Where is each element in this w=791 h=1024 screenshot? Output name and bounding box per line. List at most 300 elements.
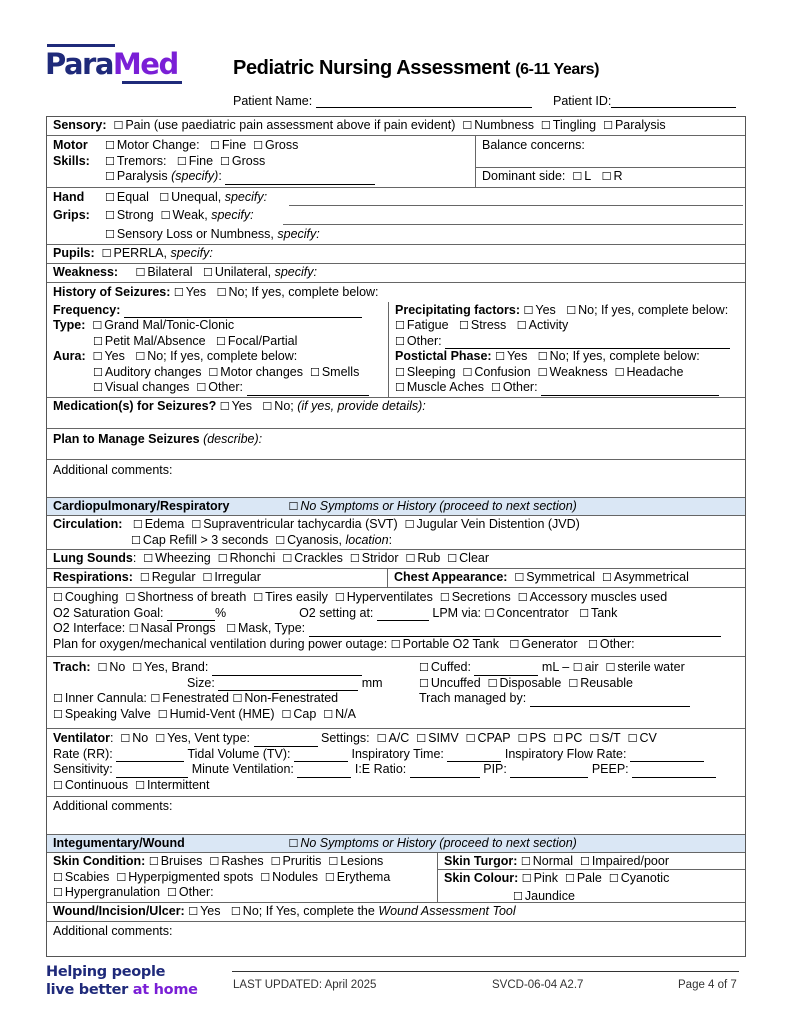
checkbox-icon[interactable]: ☐	[230, 905, 241, 918]
motor-label: Motor	[53, 138, 88, 152]
tremors-gross-checkbox[interactable]	[220, 154, 265, 170]
integ-comments-row[interactable]	[47, 922, 745, 956]
checkbox-icon[interactable]: ☐	[601, 170, 612, 183]
fenestrated-checkbox[interactable]	[150, 691, 229, 705]
checkbox-icon[interactable]: ☐	[275, 533, 286, 547]
details-label: (if yes, provide details):	[297, 399, 426, 413]
rhonchi-checkbox[interactable]	[218, 551, 276, 565]
seizure-comments-row[interactable]	[47, 460, 745, 498]
hypergranulation-checkbox[interactable]	[53, 885, 160, 899]
stridor-checkbox[interactable]	[350, 551, 399, 565]
sensory-loss-checkbox[interactable]	[47, 226, 745, 244]
checkbox-icon[interactable]: ☐	[216, 334, 226, 348]
strong-checkbox[interactable]	[105, 208, 154, 225]
checkbox-icon[interactable]: ☐	[148, 855, 159, 868]
checkbox-icon[interactable]: ☐	[484, 606, 495, 620]
tires-checkbox[interactable]	[253, 590, 328, 604]
uncuffed-label: Uncuffed	[430, 675, 481, 690]
jvd-checkbox[interactable]	[405, 517, 580, 531]
checkbox-icon[interactable]: ☐	[395, 365, 405, 379]
power-other-checkbox[interactable]	[588, 637, 635, 651]
checkbox-icon[interactable]: ☐	[253, 139, 264, 152]
cap-label: Cap	[293, 706, 317, 721]
checkbox-icon[interactable]: ☐	[614, 365, 625, 379]
checkbox-icon[interactable]: ☐	[105, 228, 115, 241]
checkbox-icon[interactable]: ☐	[202, 266, 213, 279]
postictal-weakness-checkbox[interactable]	[538, 365, 608, 379]
skin-other-checkbox[interactable]	[167, 885, 214, 899]
checkbox-icon[interactable]: ☐	[520, 855, 531, 868]
cuffed-volume-input[interactable]	[474, 664, 538, 676]
unequal-checkbox[interactable]	[159, 190, 267, 206]
yes-label: Yes	[104, 349, 125, 363]
trach-no-checkbox[interactable]	[97, 660, 125, 674]
regular-checkbox[interactable]	[140, 570, 196, 584]
checkbox-icon[interactable]: ☐	[101, 247, 112, 260]
pain-checkbox[interactable]	[113, 118, 455, 132]
mode-pc-checkbox[interactable]	[553, 731, 582, 745]
nasal-checkbox[interactable]	[129, 621, 216, 635]
inner-cannula-checkbox[interactable]	[53, 691, 147, 705]
checkbox-icon[interactable]: ☐	[523, 303, 534, 317]
petit-mal-checkbox[interactable]	[93, 334, 206, 348]
checkbox-icon[interactable]: ☐	[191, 518, 202, 531]
checkbox-icon[interactable]: ☐	[419, 661, 429, 674]
minute-input[interactable]	[297, 766, 351, 778]
generator-checkbox[interactable]	[509, 637, 577, 651]
weak-checkbox[interactable]	[161, 208, 254, 225]
medication-no-checkbox[interactable]	[262, 399, 293, 413]
mode-cpap-checkbox[interactable]	[466, 731, 511, 745]
checkbox-icon[interactable]: ☐	[53, 591, 63, 604]
checkbox-icon[interactable]: ☐	[490, 381, 501, 394]
checkbox-icon[interactable]: ☐	[53, 778, 63, 792]
cap-refill-checkbox[interactable]	[131, 533, 268, 547]
paralysis-specify-input[interactable]	[225, 173, 375, 185]
perrla-checkbox[interactable]	[102, 246, 213, 260]
pale-checkbox[interactable]	[565, 871, 602, 885]
dominant-left-checkbox[interactable]	[572, 169, 591, 183]
vent-no-checkbox[interactable]	[120, 731, 148, 745]
checkbox-icon[interactable]: ☐	[53, 692, 63, 705]
balance-concerns-field[interactable]	[476, 136, 745, 168]
checkbox-icon[interactable]: ☐	[288, 837, 299, 850]
checkbox-icon[interactable]: ☐	[324, 870, 335, 884]
no-label: No	[109, 660, 126, 674]
checkbox-icon[interactable]: ☐	[281, 707, 292, 721]
sensitivity-input[interactable]	[116, 766, 188, 778]
mode-ac-checkbox[interactable]	[377, 731, 410, 745]
checkbox-icon[interactable]: ☐	[566, 303, 577, 317]
checkbox-icon[interactable]: ☐	[627, 732, 638, 745]
checkbox-icon[interactable]: ☐	[150, 692, 161, 705]
frequency-input[interactable]	[124, 306, 362, 318]
checkbox-icon[interactable]: ☐	[128, 622, 139, 635]
checkbox-icon[interactable]: ☐	[603, 119, 613, 132]
non-fenestrated-checkbox[interactable]	[232, 691, 338, 705]
checkbox-icon[interactable]: ☐	[270, 855, 281, 868]
checkbox-icon[interactable]: ☐	[176, 154, 187, 168]
checkbox-icon[interactable]: ☐	[202, 571, 213, 584]
checkbox-icon[interactable]: ☐	[93, 365, 103, 379]
checkbox-icon[interactable]: ☐	[188, 905, 199, 918]
checkbox-icon[interactable]: ☐	[517, 591, 528, 604]
size-input[interactable]	[218, 679, 358, 691]
checkbox-icon[interactable]: ☐	[132, 518, 143, 531]
checkbox-icon[interactable]: ☐	[404, 518, 415, 531]
precip-other-checkbox[interactable]	[395, 334, 739, 350]
crackles-checkbox[interactable]	[282, 551, 343, 565]
checkbox-icon[interactable]: ☐	[232, 692, 243, 705]
equal-checkbox[interactable]	[105, 190, 149, 206]
cyanosis-checkbox[interactable]: ☐ Cyanosis, location:	[275, 532, 393, 547]
managed-by-input[interactable]	[530, 695, 690, 707]
rate-input[interactable]	[116, 750, 184, 762]
checkbox-icon[interactable]: ☐	[568, 676, 579, 690]
checkbox-icon[interactable]: ☐	[105, 191, 115, 204]
precip-yes-checkbox[interactable]	[524, 303, 556, 317]
checkbox-icon[interactable]: ☐	[262, 400, 273, 413]
checkbox-icon[interactable]: ☐	[125, 591, 136, 604]
checkbox-icon[interactable]: ☐	[537, 365, 548, 379]
checkbox-icon[interactable]: ☐	[282, 552, 293, 565]
checkbox-icon[interactable]: ☐	[509, 637, 520, 651]
checkbox-icon[interactable]: ☐	[219, 400, 230, 413]
checkbox-icon[interactable]: ☐	[608, 872, 619, 885]
turgor-normal-checkbox[interactable]	[521, 854, 573, 868]
insp-time-input[interactable]	[447, 750, 501, 762]
checkbox-icon[interactable]: ☐	[580, 855, 590, 868]
checkbox-icon[interactable]: ☐	[513, 889, 523, 903]
ventilator-row: Ventilator: ☐ No ☐ Yes, Vent type: Settings: ☐ A/C ☐ SIMV ☐ CPAP ☐ PS ☐ PC ☐ S/T ☐ CV Rate (RR): Tidal Volume (TV): Inspiratory Time: Inspiratory Flow Rate: Sensitivity: Minute Ventilation: I:E Ratio: PIP: PEEP: ☐ Continuous ☐ Intermittent	[47, 729, 745, 797]
checkbox-icon[interactable]: ☐	[439, 591, 450, 604]
stress-checkbox[interactable]	[459, 318, 506, 332]
checkbox-icon[interactable]: ☐	[462, 119, 473, 132]
concentrator-checkbox[interactable]	[485, 606, 569, 620]
turgor-impaired-checkbox[interactable]	[580, 854, 669, 868]
rub-checkbox[interactable]	[406, 551, 441, 565]
sterile-water-checkbox[interactable]	[605, 660, 684, 674]
vent-yes-checkbox[interactable]	[155, 731, 250, 745]
integ-no-symptoms-checkbox[interactable]	[288, 836, 576, 850]
clear-checkbox[interactable]	[447, 551, 489, 565]
checkbox-icon[interactable]: ☐	[395, 381, 405, 394]
trach-yes-checkbox[interactable]	[132, 660, 208, 674]
muscle-aches-label: Muscle Aches	[406, 380, 484, 394]
mode-cv-checkbox[interactable]	[628, 731, 657, 745]
checkbox-icon[interactable]: ☐	[587, 637, 598, 651]
motor-changes-checkbox[interactable]	[208, 365, 303, 379]
cap-checkbox[interactable]	[281, 707, 316, 721]
focal-checkbox[interactable]	[216, 334, 297, 348]
bruises-checkbox[interactable]	[149, 854, 203, 868]
checkbox-icon[interactable]: ☐	[465, 732, 476, 745]
checkbox-icon[interactable]: ☐	[208, 365, 219, 379]
rashes-checkbox[interactable]	[209, 854, 263, 868]
numbness-label: Numbness	[474, 118, 534, 132]
checkbox-icon[interactable]: ☐	[564, 872, 575, 885]
speaking-valve-checkbox[interactable]	[53, 707, 151, 721]
intermittent-checkbox[interactable]	[135, 778, 209, 792]
checkbox-icon[interactable]: ☐	[131, 533, 141, 547]
nodules-checkbox[interactable]	[260, 870, 318, 884]
aura-other-checkbox[interactable]	[196, 380, 368, 394]
plan-row[interactable]	[47, 429, 745, 460]
checkbox-icon[interactable]: ☐	[210, 139, 220, 152]
checkbox-icon[interactable]: ☐	[516, 319, 527, 332]
checkbox-icon[interactable]: ☐	[92, 319, 103, 332]
checkbox-icon[interactable]: ☐	[97, 661, 108, 674]
checkbox-icon[interactable]: ☐	[160, 209, 171, 222]
checkbox-icon[interactable]: ☐	[376, 732, 387, 745]
paralysis-checkbox[interactable]	[603, 118, 666, 132]
checkbox-icon[interactable]: ☐	[589, 732, 600, 745]
checkbox-icon[interactable]: ☐	[517, 732, 528, 745]
confusion-checkbox[interactable]	[462, 365, 530, 379]
cyanotic-checkbox[interactable]	[609, 871, 670, 885]
checkbox-icon[interactable]: ☐	[105, 170, 115, 183]
headache-checkbox[interactable]	[615, 365, 684, 379]
checkbox-icon[interactable]: ☐	[143, 552, 154, 565]
symmetrical-checkbox[interactable]	[514, 570, 595, 584]
postictal-yes-checkbox[interactable]	[495, 349, 527, 363]
no-symptoms-label: No Symptoms or History (proceed to next section)	[300, 499, 577, 513]
checkbox-icon[interactable]: ☐	[395, 334, 405, 348]
checkbox-icon[interactable]: ☐	[495, 350, 505, 363]
svt-checkbox[interactable]	[191, 517, 397, 531]
checkbox-icon[interactable]: ☐	[288, 500, 299, 513]
checkbox-icon[interactable]: ☐	[253, 591, 264, 604]
wound-no-checkbox[interactable]	[231, 904, 375, 918]
tremors-fine-checkbox[interactable]	[173, 154, 213, 170]
aura-other-input[interactable]	[247, 384, 369, 396]
circulation-label: Circulation:	[53, 517, 123, 531]
checkbox-icon[interactable]: ☐	[390, 637, 401, 651]
accessory-checkbox[interactable]	[518, 590, 667, 604]
checkbox-icon[interactable]: ☐	[93, 381, 103, 394]
checkbox-icon[interactable]: ☐	[323, 707, 334, 721]
cardio-no-symptoms-checkbox[interactable]	[288, 499, 576, 513]
patient-name-input[interactable]	[316, 95, 532, 108]
checkbox-icon[interactable]: ☐	[447, 552, 458, 565]
checkbox-icon[interactable]: ☐	[602, 571, 612, 584]
unequal-specify-input[interactable]	[289, 205, 743, 206]
motor-fine-checkbox[interactable]	[207, 138, 247, 154]
mask-type-input[interactable]	[309, 625, 721, 637]
grand-mal-checkbox[interactable]	[92, 318, 234, 332]
patient-id-field[interactable]	[553, 94, 736, 108]
vent-type-input[interactable]	[254, 735, 318, 747]
smells-checkbox[interactable]	[310, 365, 359, 379]
postictal-no-checkbox[interactable]	[538, 349, 700, 363]
weak-specify-input[interactable]	[283, 224, 743, 225]
ie-input[interactable]	[410, 766, 480, 778]
unilateral-checkbox[interactable]	[203, 265, 317, 279]
simv-label: SIMV	[428, 731, 459, 745]
portable-label: Portable O2 Tank	[402, 636, 499, 651]
hyperpigmented-checkbox[interactable]	[116, 870, 253, 884]
mode-ps-checkbox[interactable]	[518, 731, 547, 745]
coughing-checkbox[interactable]	[53, 590, 118, 604]
checkbox-icon[interactable]: ☐	[309, 365, 320, 379]
checkbox-icon[interactable]: ☐	[521, 872, 532, 885]
checkbox-icon[interactable]: ☐	[93, 334, 103, 348]
na-checkbox[interactable]	[323, 707, 356, 721]
checkbox-icon[interactable]: ☐	[537, 350, 548, 363]
wound-yes-checkbox[interactable]	[188, 904, 220, 918]
scabies-checkbox[interactable]	[53, 870, 109, 884]
bilateral-label: Bilateral	[147, 265, 193, 279]
tidal-input[interactable]	[294, 750, 348, 762]
checkbox-icon[interactable]: ☐	[462, 365, 473, 379]
seizures-yes-checkbox[interactable]	[174, 285, 206, 299]
visual-checkbox[interactable]	[93, 380, 189, 394]
seizures-no-checkbox[interactable]	[217, 285, 379, 299]
hme-checkbox[interactable]	[158, 707, 275, 721]
checkbox-icon[interactable]: ☐	[105, 154, 115, 168]
checkbox-icon[interactable]: ☐	[328, 855, 339, 868]
air-checkbox[interactable]	[573, 660, 599, 674]
checkbox-icon[interactable]: ☐	[105, 209, 115, 222]
sleeping-checkbox[interactable]	[395, 365, 456, 379]
activity-checkbox[interactable]	[517, 318, 568, 332]
checkbox-icon[interactable]: ☐	[572, 661, 583, 674]
lesions-checkbox[interactable]	[328, 854, 383, 868]
medication-yes-checkbox[interactable]	[220, 399, 252, 413]
motor-paralysis-checkbox[interactable]: ☐ Paralysis (specify):	[53, 169, 469, 185]
brand-input[interactable]	[212, 664, 362, 676]
patient-id-input[interactable]	[611, 95, 736, 108]
mode-simv-checkbox[interactable]	[416, 731, 458, 745]
footer-divider	[232, 971, 739, 972]
precip-no-checkbox[interactable]	[566, 303, 728, 317]
erythema-checkbox[interactable]	[325, 870, 390, 884]
checkbox-icon[interactable]: ☐	[514, 571, 525, 584]
tremors-checkbox[interactable]	[105, 154, 166, 170]
checkbox-icon[interactable]: ☐	[349, 552, 360, 565]
checkbox-icon[interactable]: ☐	[135, 266, 146, 279]
checkbox-icon[interactable]: ☐	[135, 778, 145, 792]
checkbox-icon[interactable]: ☐	[260, 870, 271, 884]
medication-row[interactable]	[47, 398, 745, 429]
frequency-field[interactable]	[53, 303, 382, 319]
checkbox-icon[interactable]: ☐	[159, 191, 170, 204]
checkbox-icon[interactable]: ☐	[167, 886, 177, 899]
checkbox-icon[interactable]: ☐	[605, 661, 616, 674]
checkbox-icon[interactable]: ☐	[139, 571, 150, 584]
checkbox-icon[interactable]: ☐	[92, 350, 103, 363]
checkbox-icon[interactable]: ☐	[135, 350, 146, 363]
sob-checkbox[interactable]	[125, 590, 246, 604]
checkbox-icon[interactable]: ☐	[226, 622, 236, 635]
checkbox-icon[interactable]: ☐	[53, 886, 63, 899]
tank-checkbox[interactable]	[579, 606, 617, 620]
patient-name-field[interactable]	[233, 94, 532, 108]
cuffed-checkbox[interactable]	[419, 660, 471, 674]
checkbox-icon[interactable]: ☐	[572, 170, 583, 183]
no-label: No; If yes, complete below:	[228, 285, 379, 299]
checkbox-icon[interactable]: ☐	[120, 732, 131, 745]
checkbox-icon[interactable]: ☐	[132, 661, 143, 674]
mode-st-checkbox[interactable]	[589, 731, 620, 745]
mask-checkbox[interactable]	[226, 621, 305, 635]
edema-checkbox[interactable]	[133, 517, 184, 531]
checkbox-icon[interactable]: ☐	[220, 154, 230, 168]
dominant-right-checkbox[interactable]	[602, 169, 623, 183]
seizures-label: History of Seizures:	[53, 285, 171, 299]
disposable-checkbox[interactable]	[488, 676, 562, 690]
aura-yes-checkbox[interactable]	[93, 349, 125, 363]
pip-input[interactable]	[510, 766, 588, 778]
checkbox-icon[interactable]: ☐	[105, 139, 115, 152]
tingling-checkbox[interactable]	[541, 118, 596, 132]
checkbox-icon[interactable]: ☐	[209, 855, 220, 868]
motor-gross-checkbox[interactable]	[253, 138, 298, 154]
checkbox-icon[interactable]: ☐	[53, 870, 63, 884]
postictal-other-input[interactable]	[541, 384, 719, 396]
checkbox-icon[interactable]: ☐	[487, 676, 498, 690]
checkbox-icon[interactable]: ☐	[459, 319, 469, 332]
o2-setting-input[interactable]	[377, 609, 429, 621]
uncuffed-checkbox[interactable]	[419, 676, 481, 690]
motor-change-checkbox[interactable]	[105, 138, 200, 154]
wheezing-checkbox[interactable]	[143, 551, 210, 565]
checkbox-icon[interactable]: ☐	[216, 286, 227, 299]
checkbox-icon[interactable]: ☐	[419, 676, 429, 690]
checkbox-icon[interactable]: ☐	[173, 286, 184, 299]
no-symptoms-label: No Symptoms or History (proceed to next section)	[300, 836, 577, 850]
checkbox-icon[interactable]: ☐	[217, 552, 228, 565]
checkbox-icon[interactable]: ☐	[579, 606, 589, 620]
postictal-other-checkbox[interactable]	[491, 380, 719, 394]
checkbox-icon[interactable]: ☐	[334, 591, 345, 604]
muscle-aches-checkbox[interactable]	[395, 380, 484, 394]
o2-goal-input[interactable]	[167, 609, 215, 621]
continuous-checkbox[interactable]	[53, 778, 128, 792]
numbness-checkbox[interactable]	[462, 118, 534, 132]
checkbox-icon[interactable]: ☐	[416, 732, 427, 745]
irregular-checkbox[interactable]	[202, 570, 260, 584]
checkbox-icon[interactable]: ☐	[405, 552, 416, 565]
checkbox-icon[interactable]: ☐	[157, 707, 168, 721]
checkbox-icon[interactable]: ☐	[553, 732, 563, 745]
checkbox-icon[interactable]: ☐	[395, 319, 405, 332]
checkbox-icon[interactable]: ☐	[196, 381, 207, 394]
checkbox-icon[interactable]: ☐	[155, 732, 166, 745]
pink-checkbox[interactable]	[522, 871, 558, 885]
secretions-checkbox[interactable]	[440, 590, 511, 604]
checkbox-icon[interactable]: ☐	[53, 707, 63, 721]
checkbox-icon[interactable]: ☐	[113, 119, 124, 132]
reusable-checkbox[interactable]	[568, 676, 633, 690]
checkbox-icon[interactable]: ☐	[540, 119, 551, 132]
insp-flow-input[interactable]	[630, 750, 704, 762]
checkbox-icon[interactable]: ☐	[116, 870, 127, 884]
pruritis-checkbox[interactable]	[271, 854, 322, 868]
peep-input[interactable]	[632, 766, 716, 778]
portable-tank-checkbox[interactable]	[391, 637, 499, 651]
hyperventilates-checkbox[interactable]	[335, 590, 433, 604]
fatigue-checkbox[interactable]	[395, 318, 449, 332]
precip-other-input[interactable]	[445, 337, 730, 349]
bilateral-checkbox[interactable]	[135, 265, 192, 279]
asymmetrical-checkbox[interactable]	[602, 570, 689, 584]
auditory-checkbox[interactable]	[93, 365, 201, 379]
pupils-label: Pupils:	[53, 246, 95, 260]
cardio-comments-row[interactable]	[47, 797, 745, 835]
aura-no-checkbox[interactable]	[135, 349, 297, 363]
comments-label: Additional comments:	[53, 463, 173, 477]
